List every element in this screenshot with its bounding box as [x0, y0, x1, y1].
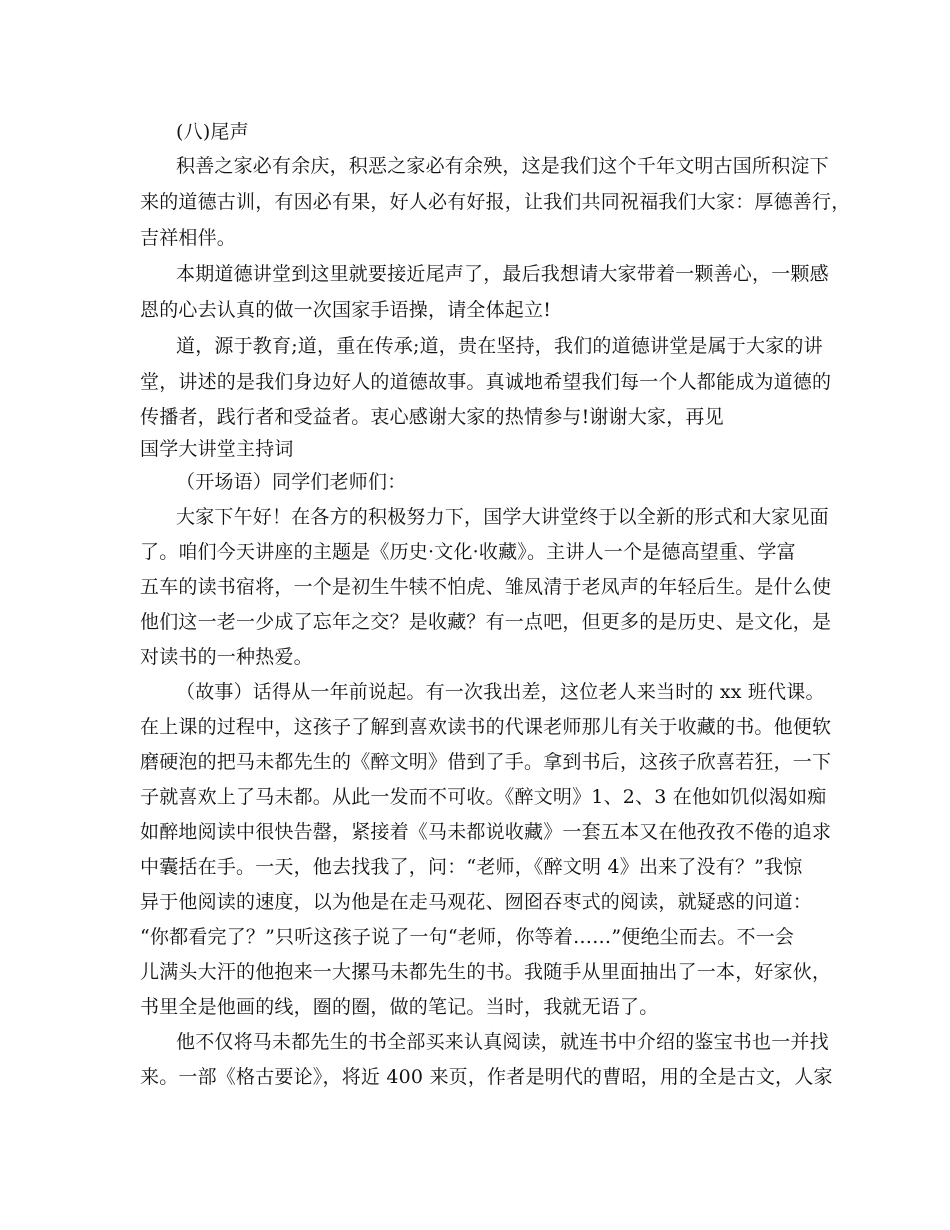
paragraph-line: 子就喜欢上了马未都。从此一发而不可收。《醉文明》1、2、3 在他如饥似渴如痴 — [140, 786, 827, 808]
paragraph-line: （故事）话得从一年前说起。有一次我出差，这位老人来当时的 xx 班代课。 — [176, 681, 825, 703]
paragraph-line: 异于他阅读的速度，以为他是在走马观花、囫囵吞枣式的阅读，就疑惑的问道： — [140, 891, 813, 913]
paragraph-line: 他不仅将马未都先生的书全部买来认真阅读，就连书中介绍的鉴宝书也一并找 — [176, 1031, 829, 1053]
paragraph-line: 书里全是他画的线，圈的圈，做的笔记。当时，我就无语了。 — [140, 996, 659, 1018]
paragraph-line: 传播者，践行者和受益者。衷心感谢大家的热情参与!谢谢大家，再见 — [140, 406, 724, 428]
paragraph-line: 吉祥相伴。 — [140, 227, 237, 249]
section-heading: (八)尾声 — [176, 121, 249, 143]
paragraph-line: 了。咱们今天讲座的主题是《历史·文化·收藏》。主讲人一个是德高望重、学富 — [140, 541, 796, 563]
paragraph-line: 道，源于教育;道，重在传承;道，贵在坚持，我们的道德讲堂是属于大家的讲 — [176, 335, 823, 357]
paragraph-line: 来。一部《格古要论》，将近 400 来页，作者是明代的曹昭，用的全是古文，人家 — [140, 1066, 833, 1088]
paragraph-line: 中囊括在手。一天，他去找我了，问：“老师，《醉文明 4》出来了没有？”我惊 — [140, 856, 803, 878]
paragraph-line: 来的道德古训，有因必有果，好人必有好报，让我们共同祝福我们大家：厚德善行， — [140, 191, 851, 213]
paragraph-line: 他们这一老一少成了忘年之交？是收藏？有一点吧，但更多的是历史、是文化，是 — [140, 611, 832, 633]
paragraph-line: 大家下午好！在各方的积极努力下，国学大讲堂终于以全新的形式和大家见面 — [176, 506, 829, 528]
paragraph-line: “你都看完了？”只听这孩子说了一句“老师，你等着……”便绝尘而去。不一会 — [140, 926, 795, 948]
paragraph-line: 对读书的一种热爱。 — [140, 646, 313, 668]
opening-line: （开场语）同学们老师们： — [176, 471, 407, 493]
paragraph-line: 恩的心去认真的做一次国家手语操，请全体起立! — [140, 299, 552, 321]
paragraph-line: 本期道德讲堂到这里就要接近尾声了，最后我想请大家带着一颗善心，一颗感 — [176, 263, 829, 285]
paragraph-line: 儿满头大汗的他抱来一大摞马未都先生的书。我随手从里面抽出了一本，好家伙， — [140, 961, 832, 983]
paragraph-line: 在上课的过程中，这孩子了解到喜欢读书的代课老师那儿有关于收藏的书。他便软 — [140, 716, 832, 738]
paragraph-line: 如醉地阅读中很快告罄，紧接着《马未都说收藏》一套五本又在他孜孜不倦的追求 — [140, 821, 832, 843]
paragraph-line: 五车的读书宿将，一个是初生牛犊不怕虎、雏凤清于老凤声的年轻后生。是什么使 — [140, 576, 832, 598]
document-title: 国学大讲堂主持词 — [140, 438, 294, 460]
paragraph-line: 积善之家必有余庆，积恶之家必有余殃，这是我们这个千年文明古国所积淀下 — [176, 155, 829, 177]
paragraph-line: 磨硬泡的把马未都先生的《醉文明》借到了手。拿到书后，这孩子欣喜若狂，一下 — [140, 751, 832, 773]
paragraph-line: 堂，讲述的是我们身边好人的道德故事。真诚地希望我们每一个人都能成为道德的 — [140, 371, 832, 393]
